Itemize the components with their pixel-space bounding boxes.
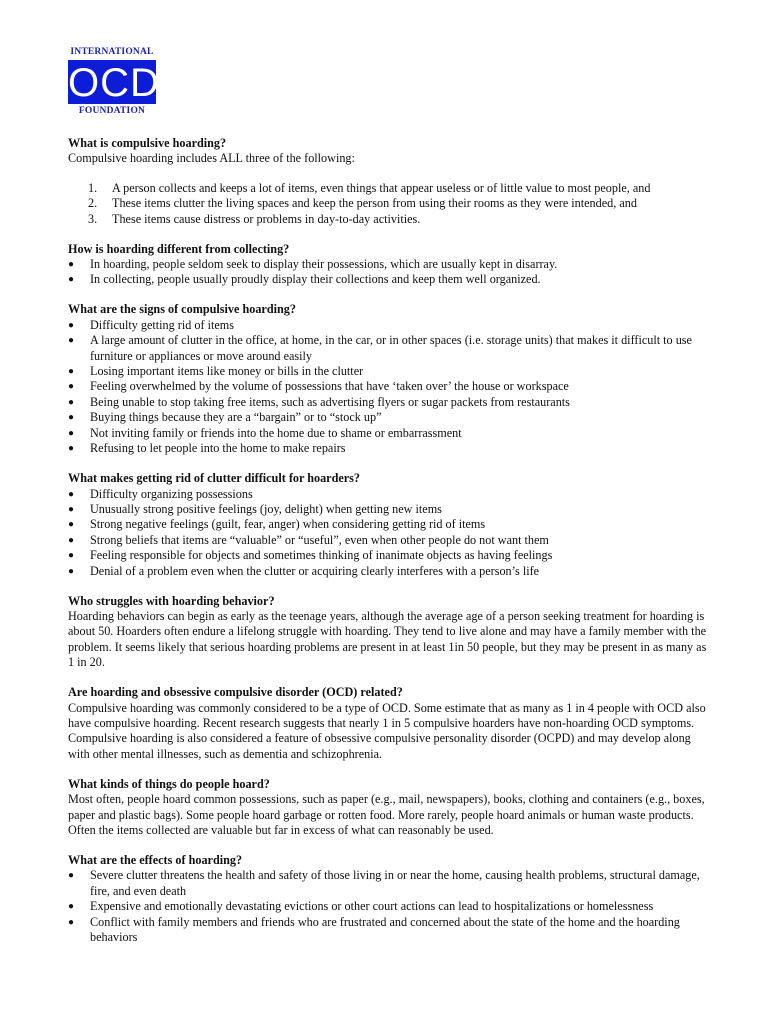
list-item [68,364,708,379]
list-item [68,533,708,548]
bullet-icon: ● [68,503,75,515]
list-item [68,181,708,196]
section-who-struggles [68,594,708,671]
list-item-text: Being unable to stop taking free items, such as advertising flyers or sugar packets from restaurants [90,394,570,409]
bullet-list [68,868,708,945]
list-item [68,333,708,364]
list-item-text: These items clutter the living spaces and keep the person from using their rooms as they were intended, and [112,196,637,211]
section-hoarding-and-ocd [68,685,708,762]
bullet-icon: ● [68,319,75,331]
section-paragraph: Hoarding behaviors can begin as early as the teenage years, although the average age of a person seeking treatment for hoarding is about 50. Hoarders often endure a lifelong struggle with hoarding. They tend to live alone and may have a family member with the problem. It seems likely that serious hoarding problems are present in at least 1in 50 people, but they may be present in as many as 1 in 20. [68,608,707,670]
list-item [68,272,708,287]
bullet-icon: ● [68,916,75,928]
bullet-icon: ● [68,274,75,286]
list-item-text: A person collects and keeps a lot of items, even things that appear useless or of little value to most people, and [112,180,651,195]
numbered-list [68,181,708,227]
section-clutter-difficulty [68,471,708,579]
bullet-list [68,318,708,457]
bullet-icon: ● [68,412,75,424]
list-number: 3. [88,211,98,226]
section-effects-of-hoarding [68,853,708,945]
list-item [68,517,708,532]
section-heading: What makes getting rid of clutter difficult for hoarders? [68,471,361,486]
bullet-icon: ● [68,534,75,546]
list-item-text: In hoarding, people seldom seek to display their possessions, which are usually kept in disarray. [90,257,558,272]
list-item-text: Feeling overwhelmed by the volume of possessions that have ‘taken over’ the house or workspace [90,379,569,394]
list-item [68,257,708,272]
list-item-text: In collecting, people usually proudly display their collections and keep them well organized. [90,272,541,287]
list-item [68,915,708,946]
logo-bottom-text: FOUNDATION [78,106,146,116]
list-item [68,426,708,441]
section-heading: What is compulsive hoarding? [68,136,227,150]
bullet-list [68,257,708,288]
section-intro: Compulsive hoarding includes ALL three of the following: [68,151,355,166]
list-item [68,564,708,579]
list-item-text: Difficulty organizing possessions [90,486,253,501]
bullet-icon: ● [68,259,75,271]
list-item [68,899,708,914]
list-item-text: Severe clutter threatens the health and safety of those living in or near the home, causing health problems, structural damage, fire, and even death [90,868,700,898]
section-kinds-of-things [68,777,708,839]
bullet-icon: ● [68,427,75,439]
bullet-icon: ● [68,870,75,882]
section-paragraph: Compulsive hoarding was commonly considered to be a type of OCD. Some estimate that as many as 1 in 4 people with OCD also have compulsive hoarding. Recent research suggests that nearly 1 in 5 compulsive hoarders have non-hoarding OCD symptoms. Compulsive hoarding is also considered a feature of obsessive compulsive personality disorder (OCPD) and may develop along with other mental illnesses, such as dementia and schizophrenia. [68,700,706,761]
list-item [68,318,708,333]
list-item-text: Buying things because they are a “bargain” or to “stock up” [90,410,382,425]
list-number: 2. [88,196,98,211]
bullet-icon: ● [68,901,75,913]
section-heading: What kinds of things do people hoard? [68,776,270,791]
list-item-text: Expensive and emotionally devastating evictions or other court actions can lead to hospitalizations or homelessness [90,899,654,914]
list-item-text: A large amount of clutter in the office, at home, in the car, or in other spaces (i.e. storage units) that makes it difficult to use furniture or appliances or move around easily [90,333,692,363]
section-heading: Who struggles with hoarding behavior? [68,593,275,608]
list-item-text: Strong negative feelings (guilt, fear, anger) when considering getting rid of items [90,517,486,532]
section-heading: What are the signs of compulsive hoarding? [68,302,296,317]
bullet-icon: ● [68,381,75,393]
list-item [68,868,708,899]
ocd-foundation-logo [68,47,160,117]
section-heading: What are the effects of hoarding? [68,853,243,867]
list-item-text: Strong beliefs that items are “valuable” or “useful”, even when other people do not want them [90,532,549,547]
list-item [68,379,708,394]
logo-top-text: INTERNATIONAL [70,47,154,57]
bullet-icon: ● [68,550,75,562]
bullet-list [68,487,708,579]
logo-main-box [68,60,160,105]
bullet-icon: ● [68,443,75,455]
document-content [68,136,708,960]
list-item [68,502,708,517]
bullet-icon: ● [68,565,75,577]
list-item-text: Feeling responsible for objects and sometimes thinking of inanimate objects as having feelings [90,548,553,563]
list-item-text: Difficulty getting rid of items [90,317,234,332]
section-heading: Are hoarding and obsessive compulsive disorder (OCD) related? [68,685,403,700]
list-item-text: Refusing to let people into the home to make repairs [90,441,346,456]
list-item [68,548,708,563]
section-signs-of-hoarding [68,302,708,456]
list-item [68,487,708,502]
bullet-icon: ● [68,488,75,500]
list-number: 1. [88,180,98,195]
list-item-text: Unusually strong positive feelings (joy, delight) when getting new items [90,501,442,516]
list-item-text: These items cause distress or problems in day-to-day activities. [112,211,421,226]
logo-main-text: OCD [68,61,160,105]
list-item [68,212,708,227]
bullet-icon: ● [68,335,75,347]
list-item-text: Losing important items like money or bills in the clutter [90,364,364,379]
section-heading: How is hoarding different from collecting? [68,241,290,256]
list-item [68,196,708,211]
bullet-icon: ● [68,396,75,408]
bullet-icon: ● [68,519,75,531]
bullet-icon: ● [68,366,75,378]
list-item [68,395,708,410]
list-item-text: Denial of a problem even when the clutter or acquiring clearly interferes with a person’s life [90,563,540,578]
section-hoarding-vs-collecting [68,242,708,288]
section-what-is-hoarding [68,136,708,227]
section-paragraph: Most often, people hoard common possessions, such as paper (e.g., mail, newspapers), books, clothing and containers (e.g., boxes, paper and plastic bags). Some people hoard garbage or rotten food. More rarely, people hoard animals or human waste products. Often the items collected are valuable but far in excess of what can reasonably be used. [68,792,705,837]
list-item [68,410,708,425]
list-item-text: Not inviting family or friends into the home due to shame or embarrassment [90,425,462,440]
list-item-text: Conflict with family members and friends who are frustrated and concerned about the state of the home and the hoarding behaviors [90,914,680,945]
list-item [68,441,708,456]
